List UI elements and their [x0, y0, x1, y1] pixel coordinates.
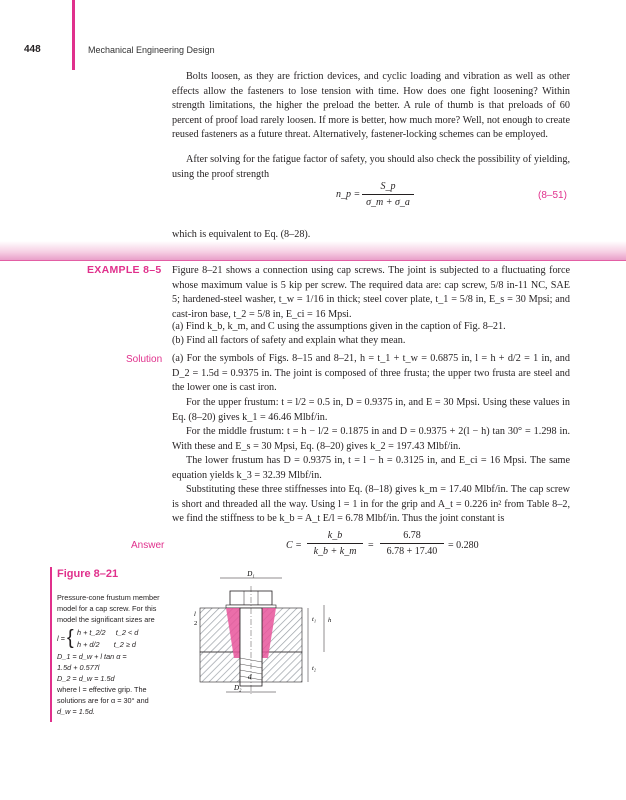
example-part-b: (b) Find all factors of safety and explain what they mean.: [172, 335, 406, 346]
eq851-lhs: n_p =: [336, 189, 361, 200]
answer-fraction-2: [380, 530, 444, 557]
solution-label: Solution: [126, 354, 163, 365]
answer-lhs: C =: [286, 540, 302, 551]
solution-para-3: For the middle frustum: t = h − l/2 = 0.1875 in and D = 0.9375 + 2(l − h) tan 30° = 1.298 in. With these and E_s = 30 Mpsi, Eq. (8–20) gives k_2 = 197.43 Mlbf/in.: [172, 426, 570, 452]
figure-accent-bar: [50, 567, 52, 722]
answer-equals: =: [368, 540, 374, 551]
figure-title: Figure 8–21: [57, 568, 119, 580]
figure-caption: [57, 592, 175, 717]
answer-result: = 0.280: [448, 540, 479, 551]
caption-l-eq: l =: [57, 634, 65, 643]
solution-para-5: Substituting these three stiffnesses into Eq. (8–18) gives k_m = 17.40 Mlbf/in. The cap screw is short and threaded all the way. Using l = 1 in for the grip and A_t = 0.226 in² from Table 8–2, we find the stiffness to be k_b = A_t E/l = 6.78 Mlbf/in. Thus the joint constant is: [172, 484, 570, 525]
d2-label: D₂: [234, 684, 242, 692]
caption-where: where l = effective grip. The solutions are for α = 30° and: [57, 685, 149, 705]
caption-brace: {: [67, 627, 74, 649]
answer-den-2: 6.78 + 17.40: [386, 546, 438, 557]
example-band-rule: [0, 260, 626, 261]
example-part-a: (a) Find k_b, k_m, and C using the assumptions given in the caption of Fig. 8–21.: [172, 321, 506, 332]
eq851-denominator: σ_m + σ_a: [366, 197, 410, 208]
answer-den-1: k_b + k_m: [313, 546, 357, 557]
answer-label: Answer: [131, 540, 165, 551]
h-label: h: [328, 617, 332, 624]
answer-num-2: 6.78: [403, 530, 421, 541]
page-number: 448: [24, 44, 41, 55]
example-problem: Figure 8–21 shows a connection using cap screws. The joint is subjected to a fluctuating force whose maximum value is 5 kip per screw. The required data are: cap screw, 5/8 in-11 NC, SAE 5; hardened-steel washer, t_w = 1/16 in thick; steel cover plate, t_1 = 5/8 in, E_s = 30 Mpsi; and cast-iron base, t_2 = 5/8 in, E_ci = 16 Mpsi.: [172, 265, 570, 320]
eq851-numerator: S_p: [380, 181, 396, 192]
running-title: Mechanical Engineering Design: [88, 45, 215, 55]
answer-fraction-1: [307, 530, 363, 557]
l2-num-label: l: [194, 611, 196, 618]
solution-para-1: (a) For the symbols of Figs. 8–15 and 8–21, h = t_1 + t_w = 0.6875 in, l = h + d/2 = 1 in, and D_2 = 1.5d = 0.9375 in. The joint is composed of three frusta; the upper two frusta are steel and the lower one is cast iron.: [172, 353, 570, 394]
caption-case-1: h + t_2/2 t_2 < d: [77, 628, 139, 637]
caption-intro: Pressure-cone frustum member model for a cap screw. For this model the significant sizes are: [57, 593, 160, 624]
caption-d2: D_2 = d_w = 1.5d: [57, 674, 115, 683]
equation-number: (8–51): [538, 190, 567, 201]
t2-label: t₂: [312, 665, 317, 672]
t1-label: t₁: [312, 616, 317, 623]
caption-case-2: h + d/2 t_2 ≥ d: [77, 640, 136, 649]
caption-l-cases: [57, 627, 175, 651]
solution-para-4: The lower frustum has D = 0.9375 in, t = l − h = 0.3125 in, and E_ci = 16 Mpsi. The same equation yields k_3 = 32.39 Mlbf/in.: [172, 455, 570, 481]
example-band: [0, 241, 626, 261]
caption-dw: d_w = 1.5d.: [57, 707, 95, 716]
paragraph-1: Bolts loosen, as they are friction devices, and cyclic loading and vibration as well as other effects allow the fasteners to lose tension with time. How does one fight loosening? Within strength limitations, the higher the preload the better. A rule of thumb is that preloads of 60 percent of proof load rarely loosen. If more is better, how much more? Well, not enough to create reused fasteners as a future threat. Alternatively, fastener-locking schemes can be employed.: [172, 71, 570, 141]
paragraph-3: which is equivalent to Eq. (8–28).: [172, 229, 311, 240]
l2-den-label: 2: [194, 620, 198, 627]
d1-label: D₁: [247, 570, 255, 578]
eq851-fraction: [362, 181, 414, 208]
header-accent-bar: [72, 0, 75, 70]
solution-para-2: For the upper frustum: t = l/2 = 0.5 in, D = 0.9375 in, and E = 30 Mpsi. Using these values in Eq. (8–20) gives k_1 = 46.46 Mlbf/in.: [172, 397, 570, 423]
d-label: d: [248, 673, 252, 681]
frustum-figure: [190, 566, 350, 706]
example-label: EXAMPLE 8–5: [87, 264, 162, 276]
answer-num-1: k_b: [327, 530, 343, 541]
caption-d1: D_1 = d_w + l tan α =: [57, 652, 127, 661]
caption-d1-cont: 1.5d + 0.577l: [57, 663, 100, 672]
paragraph-2: After solving for the fatigue factor of safety, you should also check the possibility of yielding, using the proof strength: [172, 154, 570, 180]
